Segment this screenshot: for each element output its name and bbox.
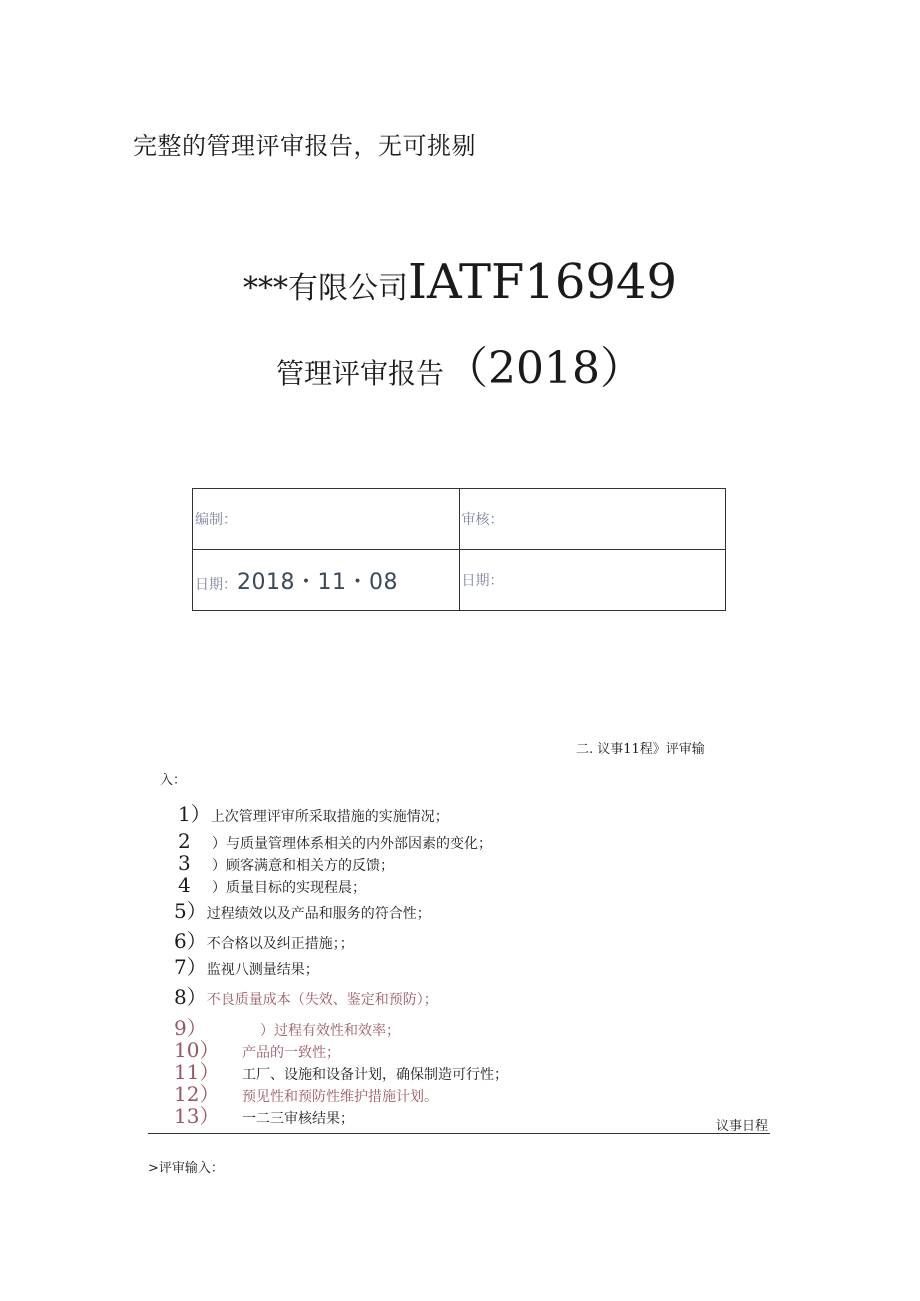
agenda-item-13: [174, 1100, 354, 1129]
agenda-item-7: [174, 951, 319, 980]
item-number: 2: [178, 829, 191, 853]
date-label-right: 日期：: [461, 573, 504, 589]
date-value: 2018・11・08: [237, 569, 398, 595]
prepared-cell: [193, 489, 460, 550]
standard-name: IATF16949: [407, 254, 677, 310]
agenda-item-3: [178, 851, 394, 875]
date-cell-left: [193, 550, 460, 611]
item-text: 上次管理评审所采取措施的实施情况；: [210, 809, 449, 825]
item-text: ）与质量管理体系相关的内外部因素的变化；: [212, 836, 492, 852]
report-name: 管理评审报告: [276, 357, 445, 390]
item-number: 6）: [174, 929, 207, 953]
agenda-item-1: [178, 798, 449, 827]
item-number: 1）: [178, 802, 211, 826]
item-number: 11）: [174, 1060, 220, 1084]
date-cell-right: [459, 550, 726, 611]
item-number: 4: [178, 873, 191, 897]
report-title-line2: [0, 332, 920, 396]
item-text: 过程绩效以及产品和服务的符合性；: [206, 906, 431, 922]
signature-table: [192, 488, 726, 611]
agenda-item-2: [178, 829, 492, 853]
company-name: ***有限公司: [242, 271, 408, 306]
report-title-line1: [0, 254, 920, 310]
item-number: 7）: [174, 955, 207, 979]
input-label: 入：: [160, 773, 187, 788]
report-year: （2018）: [444, 343, 644, 394]
divider-line: [148, 1133, 770, 1134]
item-text: 监视八测量结果；: [206, 962, 319, 978]
item-text: 不良质量成本（失效、鉴定和预防）；: [206, 992, 438, 1008]
reviewed-cell: [459, 489, 726, 550]
item-number: 9）: [174, 1016, 207, 1040]
agenda-footer-label: 议事日程: [716, 1119, 769, 1134]
item-text: 不合格以及纠正措施；；: [206, 936, 354, 952]
review-input-label: >评审输入：: [148, 1161, 224, 1176]
item-number: 12）: [174, 1082, 220, 1106]
reviewed-label: 审核：: [461, 512, 504, 528]
item-text: 工厂、设施和设备计划，确保制造可行性；: [242, 1067, 508, 1083]
prepared-label: 编制：: [195, 512, 237, 528]
agenda-item-8: [174, 981, 438, 1010]
item-number: 10）: [174, 1038, 220, 1062]
headline: 完整的管理评审报告，无可挑剔: [133, 132, 476, 160]
item-text: 预见性和预防性维护措施计划。: [242, 1089, 438, 1105]
agenda-item-4: [178, 873, 366, 897]
item-number: 5）: [174, 899, 207, 923]
item-number: 8）: [174, 985, 207, 1009]
agenda-item-5: [174, 895, 431, 924]
agenda-item-6: [174, 925, 354, 954]
item-number: 13）: [174, 1104, 220, 1128]
item-text: 产品的一致性；: [242, 1045, 340, 1061]
item-number: 3: [178, 851, 191, 875]
item-text: 一二三审核结果；: [242, 1111, 354, 1127]
item-text: ）质量目标的实现程晨；: [212, 880, 366, 896]
date-label-left: 日期：: [195, 576, 237, 593]
agenda-header: 二. 议事11程》评审输: [576, 742, 705, 757]
item-text: ）顾客满意和相关方的反馈；: [212, 858, 394, 874]
item-text: ）过程有效性和效率；: [260, 1023, 400, 1039]
